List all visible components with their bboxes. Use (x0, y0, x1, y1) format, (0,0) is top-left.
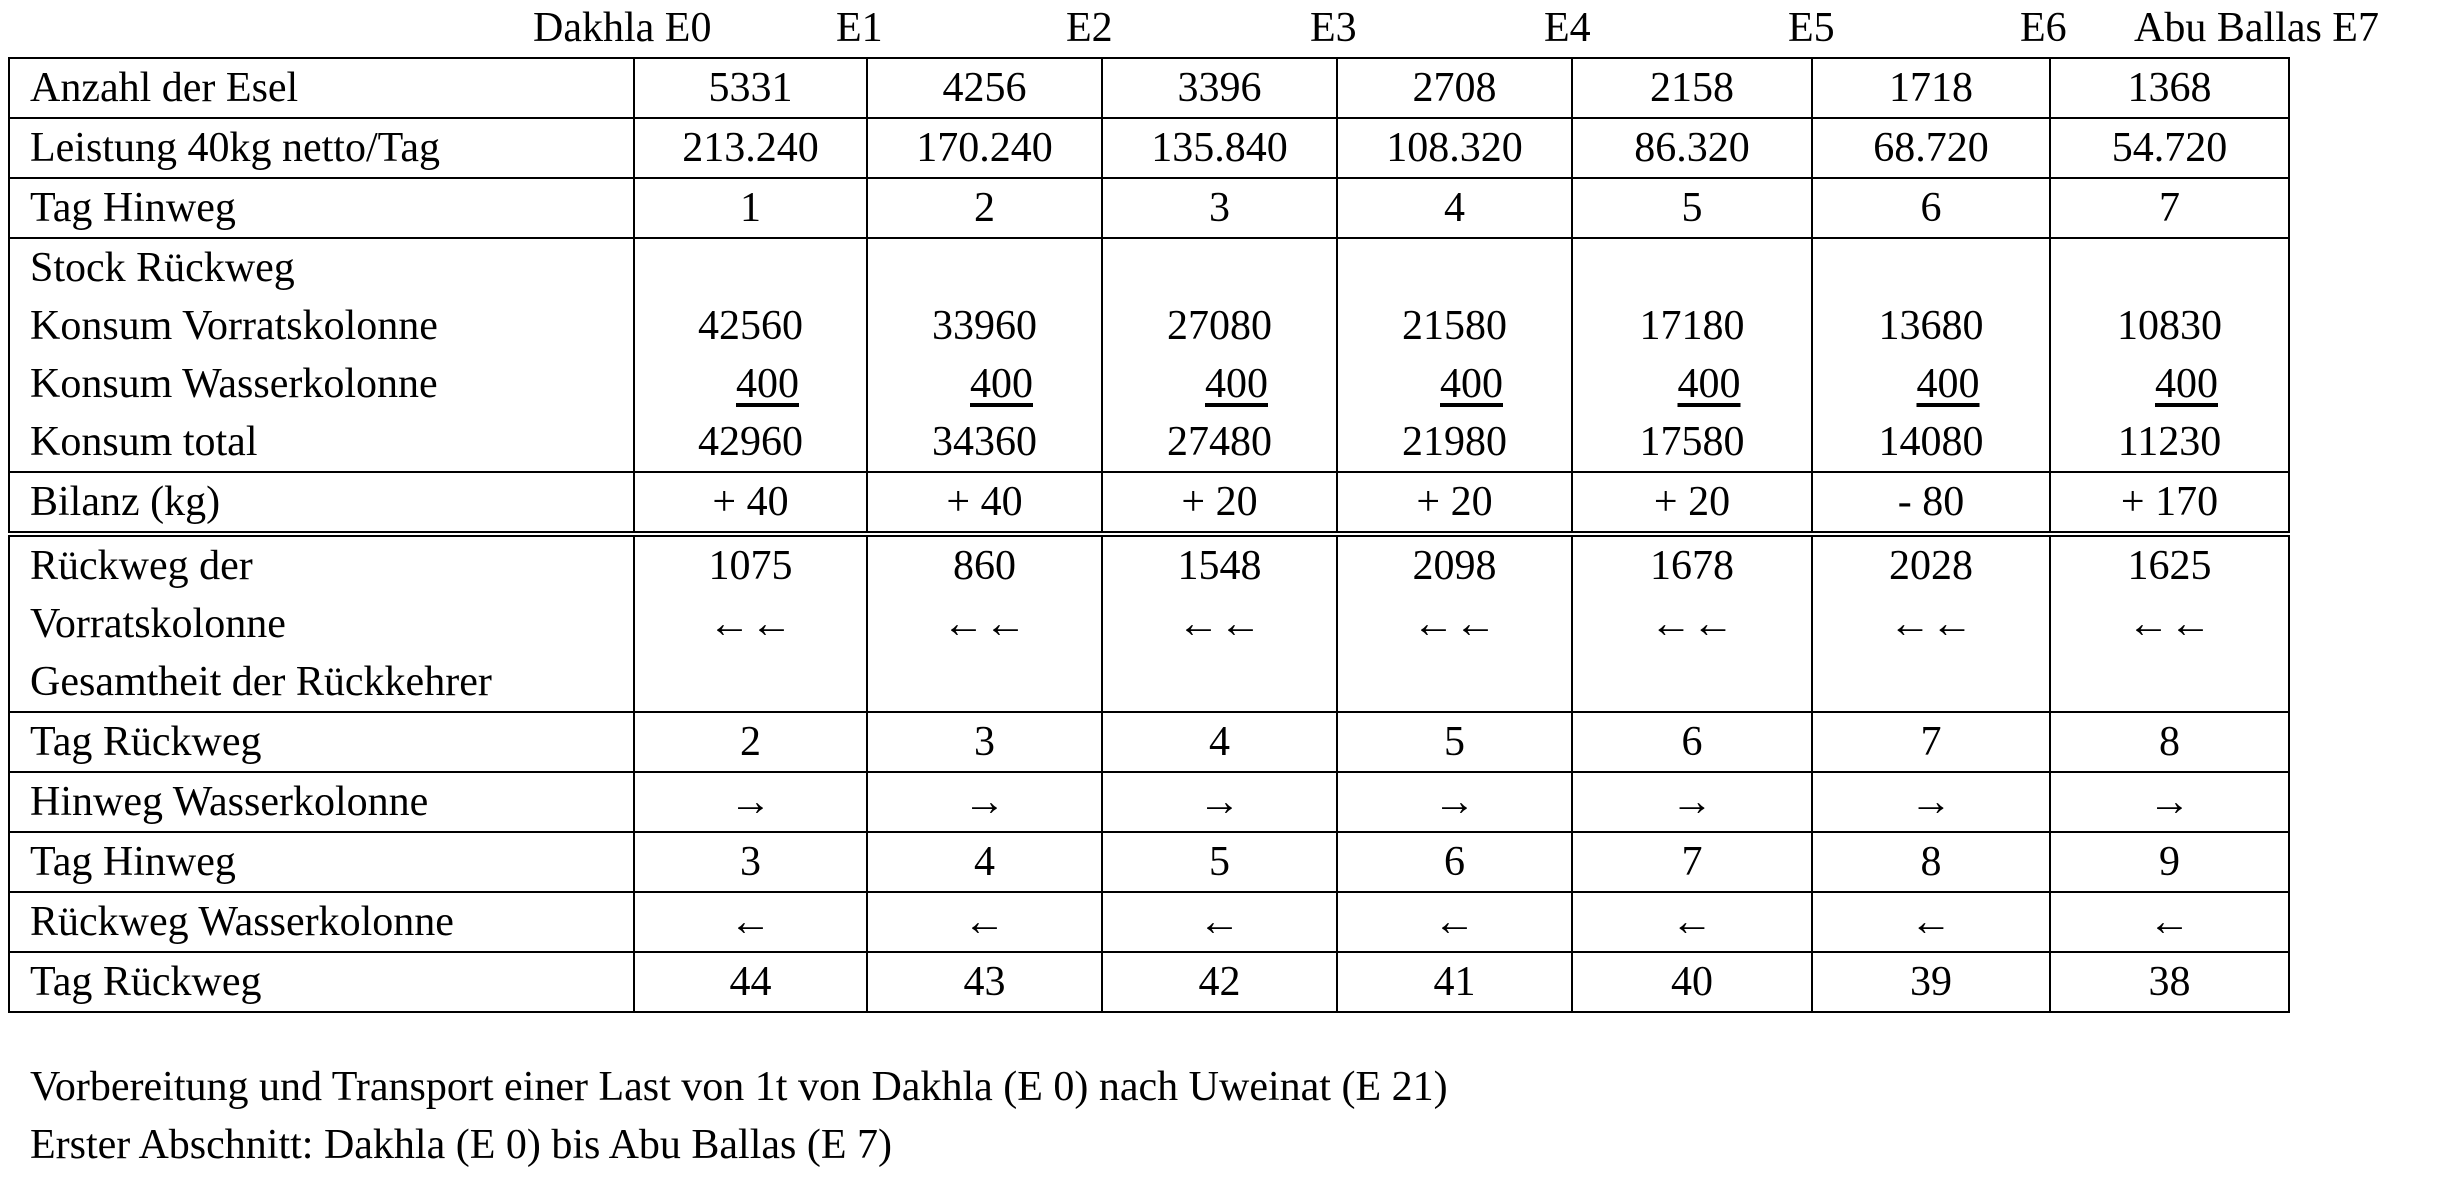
stock-blank-line (635, 239, 866, 297)
cell-rueckweg-vorrat (1337, 534, 1572, 712)
cell-tag-rueckweg-1: 2 (634, 712, 867, 772)
station-label-e1: E1 (836, 5, 883, 51)
cell-tag-hinweg-1: 2 (867, 178, 1102, 238)
cell-bilanz: - 80 (1812, 472, 2050, 534)
rueckweg-label-line: Vorratskolonne (30, 601, 286, 647)
cell-tag-hinweg-1: 1 (634, 178, 867, 238)
row-label-bilanz: Bilanz (kg) (9, 472, 634, 534)
konsum-vorrat-value: 21580 (1402, 303, 1507, 349)
rueckkehrer-value: 2098 (1412, 543, 1497, 589)
table-row-hinweg-wasser (9, 772, 2289, 832)
cell-rueckweg-vorrat (2050, 534, 2289, 712)
cell-tag-hinweg-2: 8 (1812, 832, 2050, 892)
rueckweg-blank-line (1103, 653, 1336, 711)
rueckkehrer-value: 1075 (708, 543, 793, 589)
cell-leistung: 68.720 (1812, 118, 2050, 178)
table-row-anzahl-esel (9, 58, 2289, 118)
row-label-rueckweg-vorrat (9, 534, 634, 712)
konsum-total-value: 17580 (1639, 419, 1745, 465)
konsum-wasser-line (2051, 355, 2288, 413)
cell-rueckweg-vorrat (634, 534, 867, 712)
station-label-e6: E6 (2020, 5, 2067, 51)
table-row-rueckweg-vorrat (9, 534, 2289, 712)
arrow-rueckweg-wasser: ← (867, 892, 1102, 952)
rueckweg-label-line: Rückweg der (30, 543, 253, 589)
konsum-vorrat-value: 13680 (1878, 303, 1984, 349)
rueckkehrer-value: 1625 (2127, 543, 2212, 589)
konsum-wasser-line (868, 355, 1101, 413)
konsum-vorrat-value: 33960 (932, 303, 1037, 349)
konsum-wasser-line (1813, 355, 2049, 413)
arrow-rueckweg-wasser: ← (2050, 892, 2289, 952)
rueckweg-arrow: ←← (942, 601, 1027, 647)
cell-rueckweg-vorrat (867, 534, 1102, 712)
stock-label-line: Konsum Wasserkolonne (30, 361, 438, 407)
table-row-rueckweg-wasser (9, 892, 2289, 952)
arrow-hinweg-wasser: → (1812, 772, 2050, 832)
rueckweg-blank-line (1813, 653, 2049, 711)
konsum-wasser-value: 400 (1916, 361, 1980, 407)
row-label-leistung: Leistung 40kg netto/Tag (9, 118, 634, 178)
caption (30, 1058, 1448, 1174)
stock-blank-line (868, 239, 1101, 297)
cell-tag-hinweg-2: 6 (1337, 832, 1572, 892)
konsum-total-value: 11230 (2117, 419, 2222, 465)
cell-tag-rueckweg-1: 7 (1812, 712, 2050, 772)
station-label-e0: Dakhla E0 (533, 5, 712, 51)
row-label-hinweg-wasser: Hinweg Wasserkolonne (9, 772, 634, 832)
cell-tag-hinweg-1: 7 (2050, 178, 2289, 238)
konsum-vorrat-value: 42560 (698, 303, 803, 349)
rueckweg-blank-line (2051, 653, 2288, 711)
rueckweg-label-line: Gesamtheit der Rückkehrer (30, 659, 492, 705)
cell-tag-rueckweg-1: 6 (1572, 712, 1812, 772)
arrow-hinweg-wasser: → (2050, 772, 2289, 832)
row-label-stock-konsum (9, 238, 634, 472)
stock-label-line: Stock Rückweg (30, 245, 295, 291)
cell-anzahl-esel: 3396 (1102, 58, 1337, 118)
station-header (0, 0, 2443, 54)
row-label-tag-hinweg-2: Tag Hinweg (9, 832, 634, 892)
konsum-wasser-line (1573, 355, 1811, 413)
table-row-leistung (9, 118, 2289, 178)
cell-leistung: 108.320 (1337, 118, 1572, 178)
cell-tag-hinweg-2: 5 (1102, 832, 1337, 892)
rueckweg-arrow: ←← (1412, 601, 1497, 647)
rueckweg-arrow: ←← (1650, 601, 1734, 647)
arrow-hinweg-wasser: → (634, 772, 867, 832)
caption-line-2: Erster Abschnitt: Dakhla (E 0) bis Abu Ballas (E 7) (30, 1122, 893, 1168)
cell-stock-konsum (867, 238, 1102, 472)
table-row-bilanz (9, 472, 2289, 534)
arrow-rueckweg-wasser: ← (1572, 892, 1812, 952)
arrow-rueckweg-wasser: ← (1812, 892, 2050, 952)
row-label-tag-rueckweg-2: Tag Rückweg (9, 952, 634, 1012)
cell-tag-hinweg-2: 7 (1572, 832, 1812, 892)
table-row-tag-rueckweg-1 (9, 712, 2289, 772)
konsum-wasser-line (1338, 355, 1571, 413)
stock-blank-line (1103, 239, 1336, 297)
arrow-rueckweg-wasser: ← (634, 892, 867, 952)
cell-rueckweg-vorrat (1102, 534, 1337, 712)
stock-label-line: Konsum Vorratskolonne (30, 303, 438, 349)
konsum-total-value: 34360 (932, 419, 1037, 465)
konsum-wasser-value: 400 (970, 361, 1033, 407)
arrow-hinweg-wasser: → (1102, 772, 1337, 832)
rueckkehrer-value: 1678 (1650, 543, 1734, 589)
konsum-wasser-value: 400 (1205, 361, 1268, 407)
cell-anzahl-esel: 4256 (867, 58, 1102, 118)
cell-leistung: 86.320 (1572, 118, 1812, 178)
cell-tag-hinweg-1: 6 (1812, 178, 2050, 238)
arrow-hinweg-wasser: → (1572, 772, 1812, 832)
cell-stock-konsum (1572, 238, 1812, 472)
arrow-hinweg-wasser: → (1337, 772, 1572, 832)
konsum-wasser-line (635, 355, 866, 413)
cell-tag-rueckweg-2: 43 (867, 952, 1102, 1012)
cell-tag-rueckweg-2: 39 (1812, 952, 2050, 1012)
stock-blank-line (1573, 239, 1811, 297)
table-row-tag-rueckweg-2 (9, 952, 2289, 1012)
station-label-e5: E5 (1788, 5, 1835, 51)
cell-rueckweg-vorrat (1812, 534, 2050, 712)
cell-anzahl-esel: 2158 (1572, 58, 1812, 118)
cell-tag-rueckweg-2: 40 (1572, 952, 1812, 1012)
arrow-rueckweg-wasser: ← (1337, 892, 1572, 952)
konsum-total-value: 21980 (1402, 419, 1507, 465)
cell-leistung: 54.720 (2050, 118, 2289, 178)
station-label-e7: Abu Ballas E7 (2134, 5, 2379, 51)
table-row-tag-hinweg-2 (9, 832, 2289, 892)
station-label-e2: E2 (1066, 5, 1113, 51)
stock-blank-line (2051, 239, 2288, 297)
cell-tag-hinweg-2: 9 (2050, 832, 2289, 892)
caption-line-1: Vorbereitung und Transport einer Last von 1t von Dakhla (E 0) nach Uweinat (E 21) (30, 1064, 1448, 1110)
arrow-hinweg-wasser: → (867, 772, 1102, 832)
table-row-tag-hinweg-1 (9, 178, 2289, 238)
row-label-tag-rueckweg-1: Tag Rückweg (9, 712, 634, 772)
cell-tag-rueckweg-1: 8 (2050, 712, 2289, 772)
rueckweg-blank-line (1338, 653, 1571, 711)
rueckweg-arrow: ←← (1889, 601, 1973, 647)
konsum-total-value: 27480 (1167, 419, 1272, 465)
rueckweg-arrow: ←← (2127, 601, 2212, 647)
cell-bilanz: + 40 (634, 472, 867, 534)
cell-tag-rueckweg-2: 38 (2050, 952, 2289, 1012)
rueckweg-blank-line (868, 653, 1101, 711)
konsum-vorrat-value: 27080 (1167, 303, 1272, 349)
row-label-tag-hinweg-1: Tag Hinweg (9, 178, 634, 238)
konsum-total-value: 42960 (698, 419, 803, 465)
cell-tag-hinweg-2: 3 (634, 832, 867, 892)
konsum-vorrat-value: 10830 (2117, 303, 2222, 349)
stock-label-line: Konsum total (30, 419, 258, 465)
konsum-wasser-value: 400 (2155, 361, 2218, 407)
rueckkehrer-value: 2028 (1889, 543, 1973, 589)
konsum-wasser-line (1103, 355, 1336, 413)
cell-anzahl-esel: 1368 (2050, 58, 2289, 118)
cell-leistung: 135.840 (1102, 118, 1337, 178)
rueckkehrer-value: 860 (953, 543, 1016, 589)
cell-tag-hinweg-1: 5 (1572, 178, 1812, 238)
rueckkehrer-value: 1548 (1177, 543, 1262, 589)
arrow-rueckweg-wasser: ← (1102, 892, 1337, 952)
cell-leistung: 170.240 (867, 118, 1102, 178)
cell-leistung: 213.240 (634, 118, 867, 178)
konsum-total-value: 14080 (1878, 419, 1984, 465)
cell-anzahl-esel: 1718 (1812, 58, 2050, 118)
cell-tag-hinweg-1: 4 (1337, 178, 1572, 238)
cell-tag-rueckweg-1: 5 (1337, 712, 1572, 772)
konsum-wasser-value: 400 (736, 361, 799, 407)
cell-stock-konsum (1337, 238, 1572, 472)
cell-tag-hinweg-2: 4 (867, 832, 1102, 892)
konsum-wasser-value: 400 (1440, 361, 1503, 407)
cell-tag-rueckweg-2: 42 (1102, 952, 1337, 1012)
station-label-e4: E4 (1544, 5, 1591, 51)
cell-tag-rueckweg-1: 3 (867, 712, 1102, 772)
cell-tag-rueckweg-2: 44 (634, 952, 867, 1012)
rueckweg-blank-line (635, 653, 866, 711)
logistics-table (8, 57, 2290, 1013)
cell-stock-konsum (2050, 238, 2289, 472)
cell-anzahl-esel: 5331 (634, 58, 867, 118)
konsum-vorrat-value: 17180 (1639, 303, 1745, 349)
rueckweg-blank-line (1573, 653, 1811, 711)
cell-bilanz: + 40 (867, 472, 1102, 534)
cell-anzahl-esel: 2708 (1337, 58, 1572, 118)
cell-bilanz: + 170 (2050, 472, 2289, 534)
stock-blank-line (1338, 239, 1571, 297)
cell-stock-konsum (634, 238, 867, 472)
cell-stock-konsum (1102, 238, 1337, 472)
stock-blank-line (1813, 239, 2049, 297)
station-label-e3: E3 (1310, 5, 1357, 51)
rueckweg-arrow: ←← (1177, 601, 1262, 647)
table-row-stock-konsum (9, 238, 2289, 472)
rueckweg-arrow: ←← (708, 601, 793, 647)
konsum-wasser-value: 400 (1677, 361, 1741, 407)
cell-tag-rueckweg-2: 41 (1337, 952, 1572, 1012)
row-label-rueckweg-wasser: Rückweg Wasserkolonne (9, 892, 634, 952)
cell-tag-rueckweg-1: 4 (1102, 712, 1337, 772)
cell-bilanz: + 20 (1102, 472, 1337, 534)
cell-rueckweg-vorrat (1572, 534, 1812, 712)
cell-bilanz: + 20 (1337, 472, 1572, 534)
cell-tag-hinweg-1: 3 (1102, 178, 1337, 238)
row-label-anzahl-esel: Anzahl der Esel (9, 58, 634, 118)
cell-bilanz: + 20 (1572, 472, 1812, 534)
cell-stock-konsum (1812, 238, 2050, 472)
